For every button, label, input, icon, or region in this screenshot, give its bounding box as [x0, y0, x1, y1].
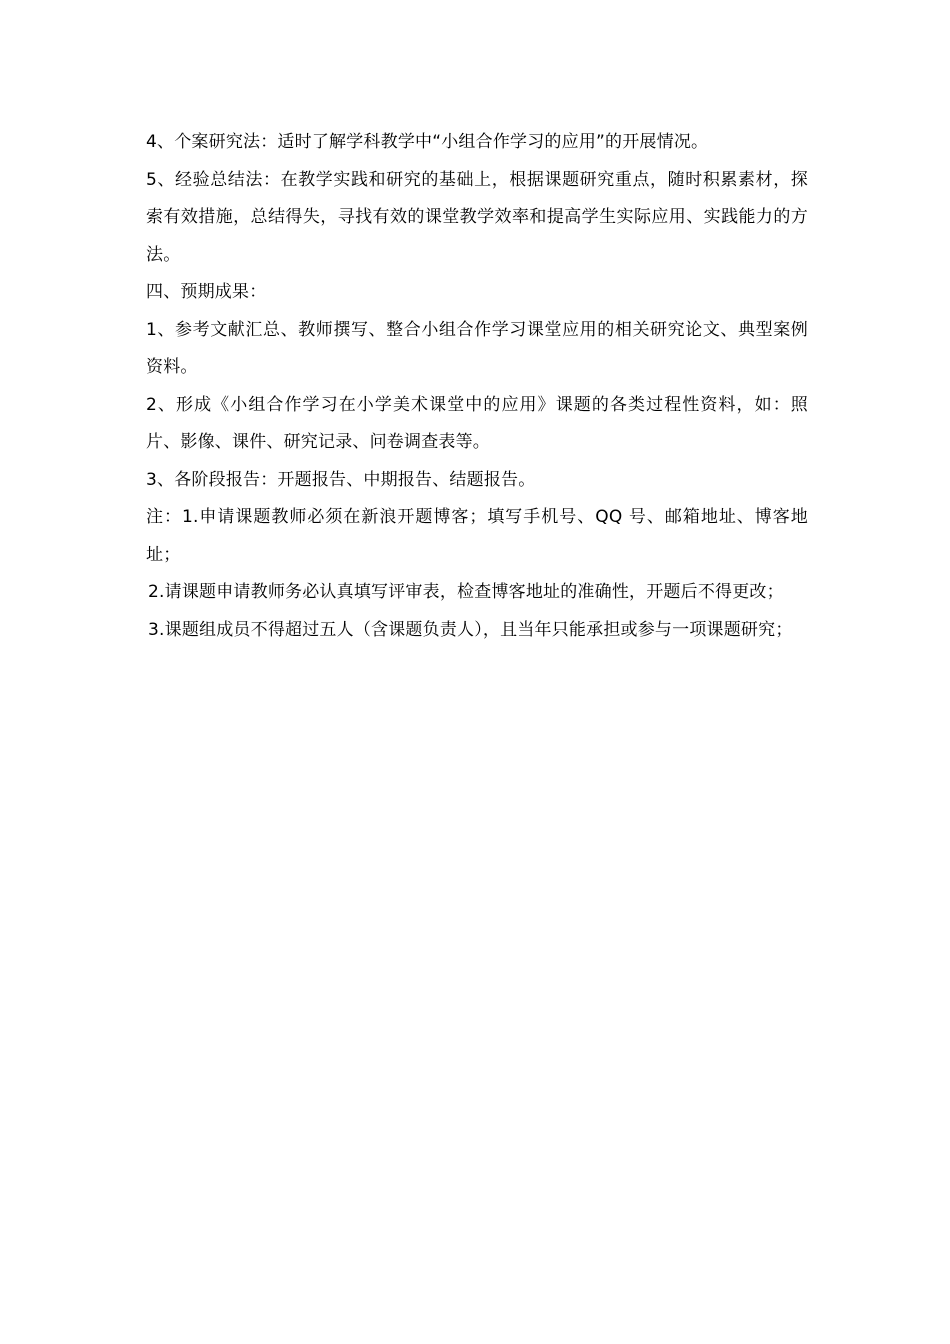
result-item-2: 2、形成《小组合作学习在小学美术课堂中的应用》课题的各类过程性资料，如：照片、影像、课件、研究记录、问卷调查表等。 — [146, 394, 808, 452]
method-experience-summary: 5、经验总结法：在教学实践和研究的基础上，根据课题研究重点，随时积累素材，探索有效措施，总结得失，寻找有效的课堂教学效率和提高学生实际应用、实践能力的方法。 — [146, 169, 808, 265]
result-item-1: 1、参考文献汇总、教师撰写、整合小组合作学习课堂应用的相关研究论文、典型案例资料。 — [146, 319, 808, 377]
document-body — [146, 124, 808, 649]
method-case-study: 4、个案研究法：适时了解学科教学中“小组合作学习的应用”的开展情况。 — [146, 132, 709, 152]
result-item-3: 3、各阶段报告：开题报告、中期报告、结题报告。 — [146, 469, 536, 490]
section-heading-expected-results: 四、预期成果： — [146, 282, 267, 302]
note-item-2: 2.请课题申请教师务必认真填写评审表，检查博客地址的准确性，开题后不得更改； — [148, 582, 784, 602]
note-item-1: 注：1.申请课题教师必须在新浪开题博客；填写手机号、QQ 号、邮箱地址、博客地址； — [146, 507, 808, 565]
note-item-3: 3.课题组成员不得超过五人（含课题负责人），且当年只能承担或参与一项课题研究； — [148, 619, 793, 640]
